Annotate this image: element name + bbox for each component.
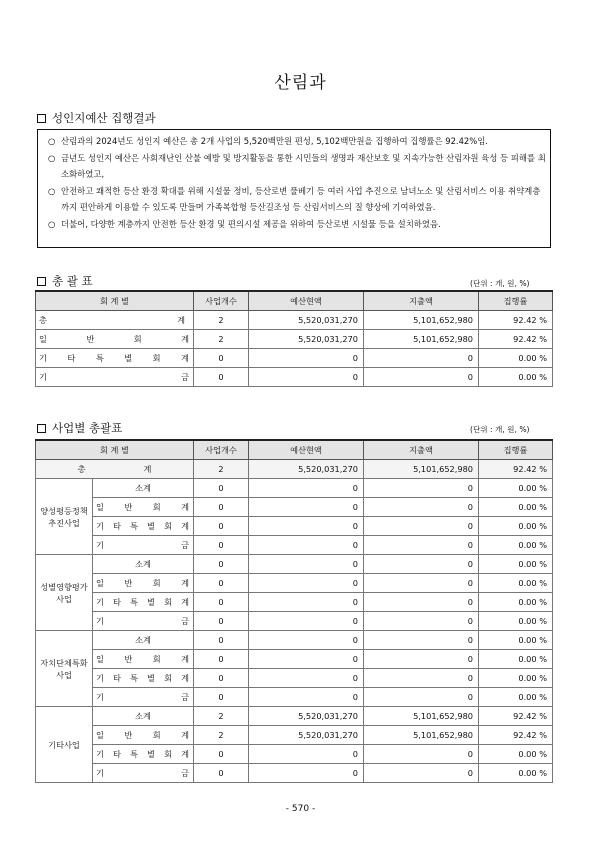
row-label-char: 계 (181, 520, 189, 531)
cell-rate: 0.00 % (479, 669, 553, 688)
cell-budget: 0 (249, 574, 364, 593)
section-heading-text: 사업별 총괄표 (52, 421, 123, 435)
row-label-char: 특 (130, 672, 138, 683)
cell-spent: 0 (364, 745, 479, 764)
cell-budget: 0 (249, 745, 364, 764)
row-label-char: 총 (39, 314, 47, 325)
cell-count: 0 (194, 536, 249, 555)
row-label: 소계 (135, 558, 151, 569)
summary-item (48, 150, 546, 183)
cell-count: 2 (194, 311, 249, 330)
table-row (36, 669, 553, 688)
cell-spent: 5,101,652,980 (364, 311, 479, 330)
table-row (36, 631, 553, 650)
cell-count: 2 (194, 330, 249, 349)
row-label-char: 회 (164, 672, 172, 683)
cell-count: 0 (194, 498, 249, 517)
table-row (36, 311, 553, 330)
row-label-char: 타 (113, 520, 121, 531)
cell-budget: 5,520,031,270 (249, 330, 364, 349)
cell-spent: 0 (364, 669, 479, 688)
table-row (36, 368, 553, 387)
cell-spent: 0 (364, 593, 479, 612)
table-row (36, 330, 553, 349)
row-label-char: 계 (181, 748, 189, 759)
summary-box (37, 129, 551, 248)
cell-count: 0 (194, 669, 249, 688)
table-row (36, 593, 553, 612)
cell-budget: 0 (249, 688, 364, 707)
table-row (36, 764, 553, 783)
row-label-char: 계 (177, 314, 185, 325)
cell-rate: 0.00 % (479, 349, 553, 368)
row-label-cell (36, 330, 194, 349)
cell-spent: 0 (364, 349, 479, 368)
table-row (36, 498, 553, 517)
row-label-char: 회 (164, 596, 172, 607)
row-label-char: 일 (96, 729, 104, 740)
row-label-char: 타 (113, 672, 121, 683)
col-header-spent: 지출액 (364, 440, 479, 460)
cell-rate: 0.00 % (479, 574, 553, 593)
row-label-char: 기 (96, 672, 104, 683)
cell-budget: 0 (249, 555, 364, 574)
cell-rate: 0.00 % (479, 517, 553, 536)
row-label-char: 타 (113, 748, 121, 759)
row-label-char: 계 (181, 653, 189, 664)
row-label-char: 계 (181, 729, 189, 740)
cell-count: 0 (194, 574, 249, 593)
row-label: 소계 (135, 710, 151, 721)
row-label-char: 회 (164, 748, 172, 759)
row-label-cell (93, 726, 194, 745)
table-row (36, 574, 553, 593)
cell-budget: 5,520,031,270 (249, 707, 364, 726)
cell-spent: 5,101,652,980 (364, 460, 479, 479)
page-title: 산림과 (274, 73, 327, 93)
section-heading-summary (37, 273, 93, 289)
row-label-char: 계 (181, 577, 189, 588)
summary-item (48, 183, 546, 216)
cell-spent: 0 (364, 517, 479, 536)
page-number: - 570 - (285, 804, 316, 814)
row-label-cell (93, 688, 194, 707)
col-header-account: 회 계 별 (36, 291, 194, 311)
col-header-spent: 지출액 (364, 291, 479, 311)
row-label-char: 별 (147, 520, 155, 531)
cell-budget: 0 (249, 764, 364, 783)
row-label-char: 반 (124, 501, 133, 512)
row-label-cell (93, 631, 194, 650)
summary-text: 더불어, 다양한 계층까지 안전한 등산 환경 및 편의시설 제공을 위하여 등산로변 시설물 등을 설치하였음. (61, 218, 441, 229)
col-header-account: 회 계 별 (36, 440, 194, 460)
cell-spent: 0 (364, 650, 479, 669)
cell-count: 0 (194, 593, 249, 612)
section-heading-gender-budget (37, 110, 156, 126)
summary-text: 산림과의 2024년도 성인지 예산은 총 2개 사업의 5,520백만원 편성, 5,102백만원을 집행하여 집행률은 92.42%임. (61, 136, 488, 146)
table-row-total (36, 460, 553, 479)
row-label-char: 금 (181, 691, 189, 702)
cell-count: 0 (194, 349, 249, 368)
table-row (36, 349, 553, 368)
summary-text: 금년도 성인지 예산은 사회재난인 산불 예방 및 방지활동을 통한 시민들의 생명과 재산보호 및 지속가능한 산림자원 육성 등 피해를 최소화하였고, (61, 152, 546, 180)
row-label-cell (93, 612, 194, 631)
row-label-char: 기 (39, 371, 47, 382)
cell-budget: 0 (249, 669, 364, 688)
col-header-rate: 집행률 (479, 291, 553, 311)
cell-count: 2 (194, 460, 249, 479)
cell-budget: 5,520,031,270 (249, 726, 364, 745)
cell-budget: 0 (249, 612, 364, 631)
cell-rate: 92.42 % (479, 311, 553, 330)
col-header-budget: 예산현액 (249, 291, 364, 311)
row-label-cell (93, 536, 194, 555)
row-label-char: 회 (133, 333, 142, 344)
cell-spent: 0 (364, 368, 479, 387)
cell-spent: 0 (364, 555, 479, 574)
table-row (36, 517, 553, 536)
row-label-cell (93, 593, 194, 612)
cell-count: 0 (194, 745, 249, 764)
cell-rate: 0.00 % (479, 764, 553, 783)
cell-count: 0 (194, 555, 249, 574)
project-table (35, 439, 553, 783)
square-bullet-icon (37, 114, 46, 123)
cell-count: 0 (194, 368, 249, 387)
row-label-char: 기 (96, 539, 104, 550)
row-label-cell (93, 555, 194, 574)
cell-spent: 0 (364, 498, 479, 517)
row-label-cell (93, 517, 194, 536)
row-label-char: 반 (86, 333, 95, 344)
group-label: 양성평등정책 추진사업 (36, 479, 93, 555)
cell-spent: 5,101,652,980 (364, 330, 479, 349)
row-label: 소계 (135, 482, 151, 493)
row-label-char: 일 (39, 333, 47, 344)
row-label-cell (93, 650, 194, 669)
cell-rate: 0.00 % (479, 650, 553, 669)
col-header-rate: 집행률 (479, 440, 553, 460)
row-label-cell (93, 707, 194, 726)
square-bullet-icon (37, 424, 46, 433)
cell-rate: 92.42 % (479, 726, 553, 745)
col-header-budget: 예산현액 (249, 440, 364, 460)
cell-budget: 0 (249, 631, 364, 650)
table-row (36, 555, 553, 574)
cell-count: 0 (194, 650, 249, 669)
row-label-char: 기 (96, 767, 104, 778)
cell-spent: 5,101,652,980 (364, 726, 479, 745)
row-label-char: 별 (124, 352, 133, 363)
cell-rate: 0.00 % (479, 745, 553, 764)
row-label-cell (93, 745, 194, 764)
row-label-char: 별 (147, 596, 155, 607)
cell-count: 0 (194, 764, 249, 783)
cell-budget: 0 (249, 593, 364, 612)
row-label-char: 기 (96, 520, 104, 531)
row-label-cell (93, 479, 194, 498)
cell-rate: 0.00 % (479, 688, 553, 707)
cell-count: 0 (194, 612, 249, 631)
table-row (36, 479, 553, 498)
cell-budget: 0 (249, 536, 364, 555)
cell-budget: 0 (249, 498, 364, 517)
cell-spent: 0 (364, 631, 479, 650)
cell-rate: 0.00 % (479, 631, 553, 650)
cell-rate: 0.00 % (479, 555, 553, 574)
row-label-char: 특 (95, 352, 104, 363)
row-label-char: 회 (152, 653, 161, 664)
row-label-char: 회 (152, 352, 161, 363)
unit-label: (단위 : 개, 원, %) (470, 425, 530, 434)
cell-count: 0 (194, 631, 249, 650)
row-label-char: 회 (152, 729, 161, 740)
table-row (36, 688, 553, 707)
row-label-cell (93, 669, 194, 688)
table-row (36, 612, 553, 631)
circle-bullet-icon: ○ (48, 152, 56, 163)
square-bullet-icon (37, 277, 46, 286)
circle-bullet-icon: ○ (48, 185, 56, 196)
cell-rate: 0.00 % (479, 368, 553, 387)
table-row (36, 707, 553, 726)
row-label-char: 기 (96, 596, 104, 607)
unit-label: (단위 : 개, 원, %) (470, 279, 530, 288)
row-label-char: 계 (181, 501, 189, 512)
row-label-char: 계 (143, 463, 152, 474)
table-row (36, 536, 553, 555)
row-label-char: 반 (124, 729, 133, 740)
row-label-cell (36, 311, 194, 330)
section-heading-by-project (37, 420, 122, 436)
row-label-char: 계 (181, 596, 189, 607)
summary-item (48, 216, 546, 233)
group-label: 자치단체특화 사업 (36, 631, 93, 707)
cell-spent: 5,101,652,980 (364, 707, 479, 726)
row-label-char: 금 (181, 539, 189, 550)
row-label-char: 별 (147, 748, 155, 759)
row-label-char: 타 (113, 596, 121, 607)
circle-bullet-icon: ○ (48, 136, 56, 146)
cell-spent: 0 (364, 612, 479, 631)
cell-budget: 0 (249, 650, 364, 669)
table-row (36, 745, 553, 764)
cell-count: 2 (194, 707, 249, 726)
row-label-char: 계 (181, 333, 189, 344)
summary-item (48, 133, 546, 150)
cell-rate: 0.00 % (479, 612, 553, 631)
cell-rate: 92.42 % (479, 330, 553, 349)
cell-spent: 0 (364, 536, 479, 555)
row-label-cell (36, 368, 194, 387)
row-label-cell (93, 498, 194, 517)
row-label-char: 기 (96, 691, 104, 702)
summary-text: 안전하고 쾌적한 등산 환경 확대를 위해 시설물 정비, 등산로변 풀베기 등 여러 사업 추진으로 남녀노소 및 산림서비스 이용 취약계층까지 편안하게 이용할 수 있도록 만들며 가족복합형 등산길조성 등 산림서비스의 질 향상에 기여하였음. (61, 185, 541, 213)
row-label-char: 별 (147, 672, 155, 683)
table-row (36, 726, 553, 745)
cell-count: 0 (194, 517, 249, 536)
cell-spent: 0 (364, 479, 479, 498)
section-heading-text: 성인지예산 집행결과 (52, 111, 156, 125)
row-label-char: 계 (181, 672, 189, 683)
cell-rate: 0.00 % (479, 479, 553, 498)
row-label-char: 타 (67, 352, 76, 363)
row-label-char: 일 (96, 653, 104, 664)
cell-rate: 92.42 % (479, 460, 553, 479)
row-label-char: 회 (152, 577, 161, 588)
row-label-char: 회 (164, 520, 172, 531)
row-label-char: 계 (181, 352, 189, 363)
cell-rate: 92.42 % (479, 707, 553, 726)
cell-count: 2 (194, 726, 249, 745)
cell-count: 0 (194, 479, 249, 498)
cell-spent: 0 (364, 574, 479, 593)
cell-spent: 0 (364, 764, 479, 783)
row-label-cell (93, 764, 194, 783)
row-label-char: 반 (124, 577, 133, 588)
row-label-char: 반 (124, 653, 133, 664)
row-label-char: 특 (130, 596, 138, 607)
cell-budget: 0 (249, 368, 364, 387)
circle-bullet-icon: ○ (48, 218, 56, 229)
cell-budget: 0 (249, 479, 364, 498)
cell-rate: 0.00 % (479, 498, 553, 517)
row-label-char: 특 (130, 748, 138, 759)
row-label: 소계 (135, 634, 151, 645)
row-label-char: 특 (130, 520, 138, 531)
col-header-count: 사업개수 (194, 291, 249, 311)
summary-table (35, 290, 553, 387)
cell-spent: 0 (364, 688, 479, 707)
section-heading-text: 총 괄 표 (52, 274, 93, 288)
row-label-cell (36, 460, 194, 479)
row-label-char: 회 (152, 501, 161, 512)
row-label-char: 총 (77, 463, 86, 474)
row-label-cell (36, 349, 194, 368)
cell-count: 0 (194, 688, 249, 707)
col-header-count: 사업개수 (194, 440, 249, 460)
group-label: 성별영향평가 사업 (36, 555, 93, 631)
row-label-char: 금 (181, 615, 189, 626)
row-label-char: 일 (96, 577, 104, 588)
cell-rate: 0.00 % (479, 593, 553, 612)
row-label-char: 기 (96, 615, 104, 626)
cell-rate: 0.00 % (479, 536, 553, 555)
cell-budget: 0 (249, 517, 364, 536)
cell-budget: 0 (249, 349, 364, 368)
table-row (36, 650, 553, 669)
row-label-cell (93, 574, 194, 593)
cell-budget: 5,520,031,270 (249, 460, 364, 479)
row-label-char: 일 (96, 501, 104, 512)
row-label-char: 금 (181, 371, 189, 382)
row-label-char: 기 (96, 748, 104, 759)
row-label-char: 금 (181, 767, 189, 778)
cell-budget: 5,520,031,270 (249, 311, 364, 330)
group-label: 기타사업 (36, 707, 93, 783)
row-label-char: 기 (39, 352, 47, 363)
